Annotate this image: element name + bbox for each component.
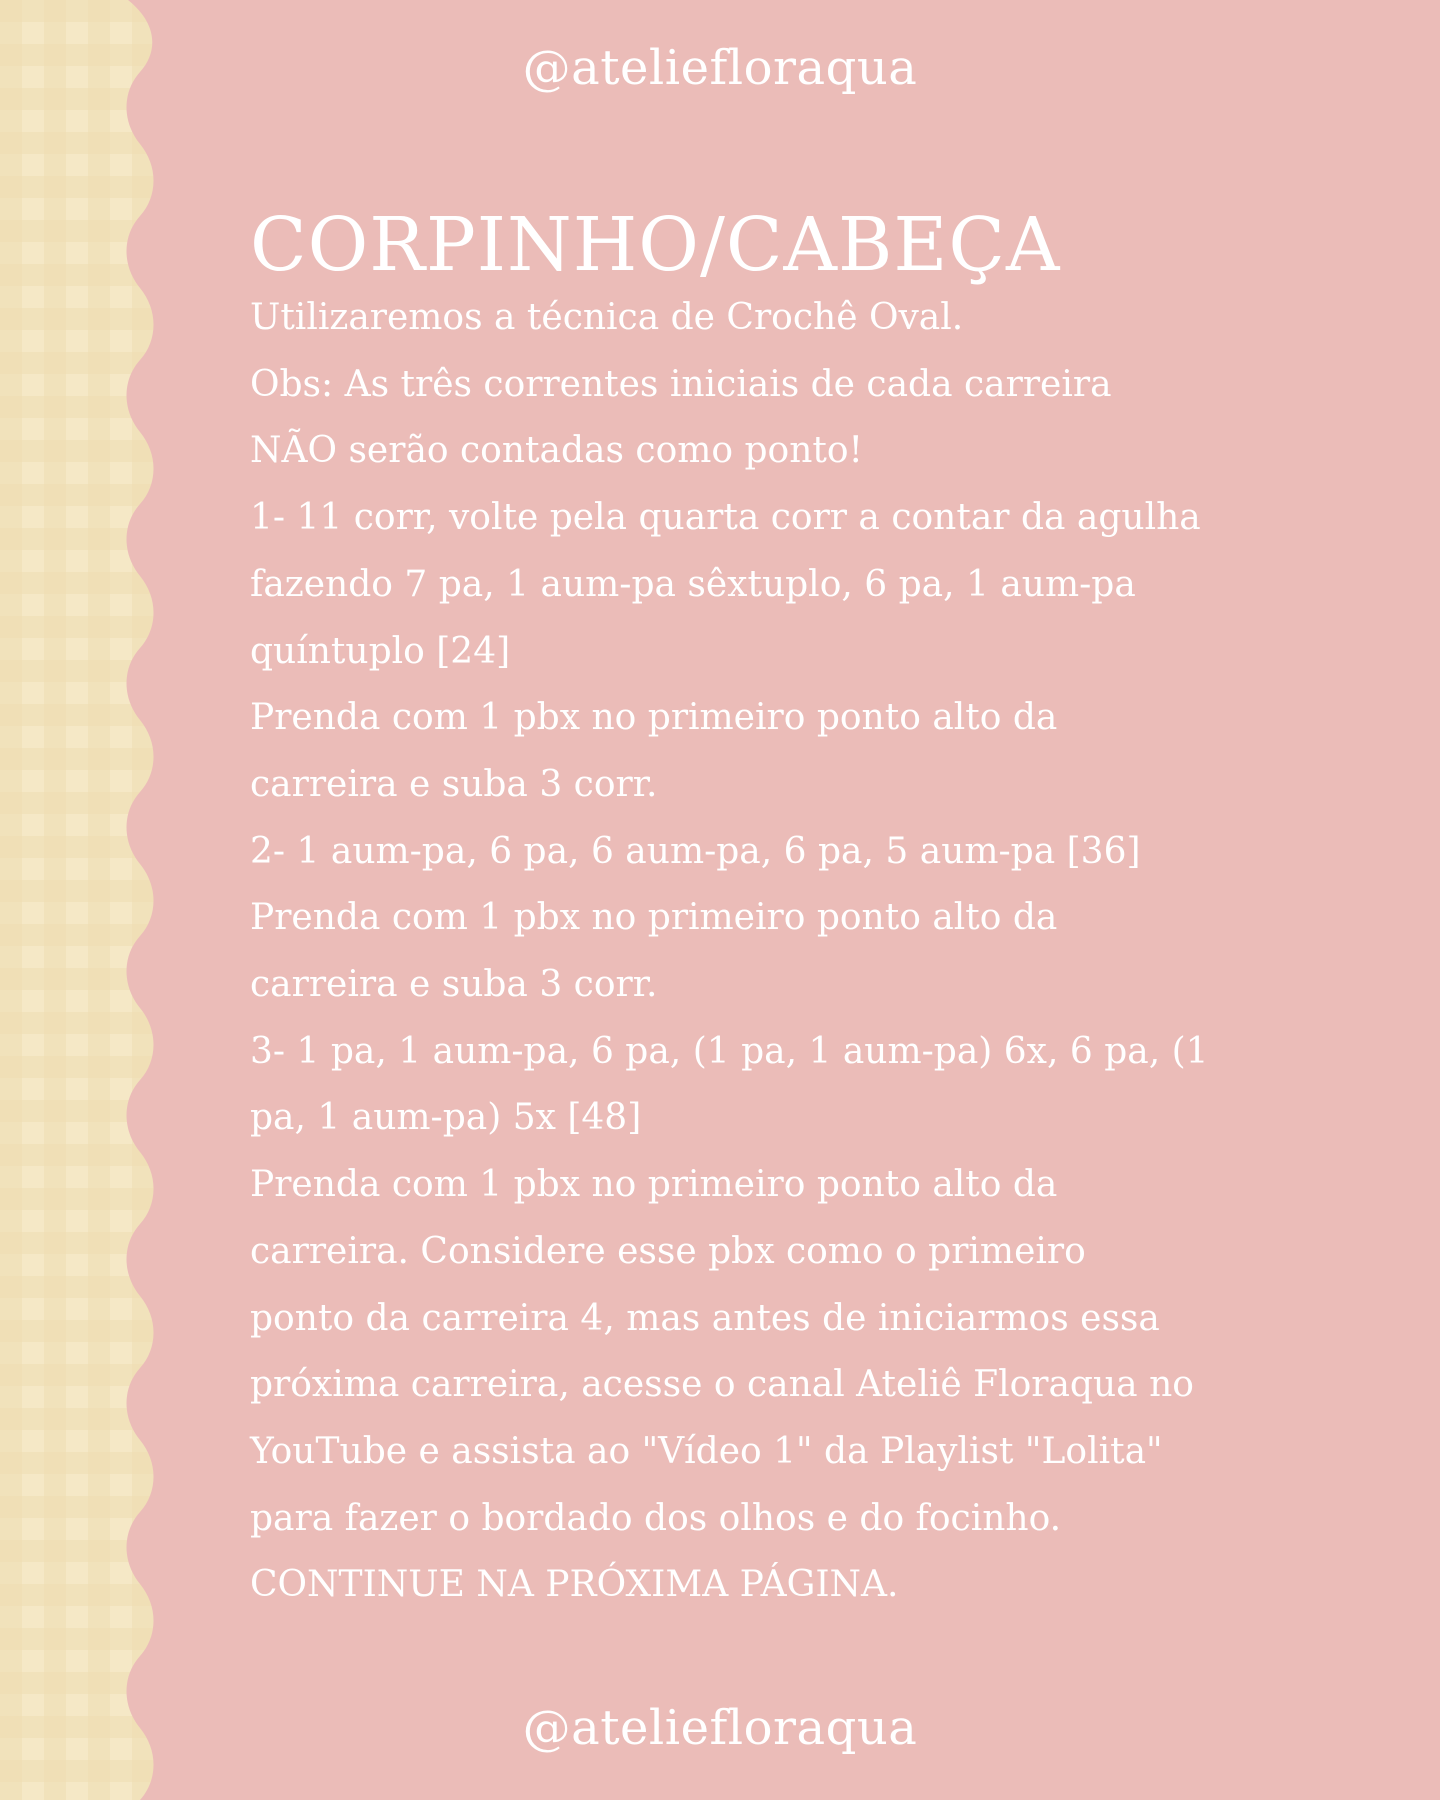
instruction-line: ponto da carreira 4, mas antes de iniciarmos essa [250,1297,1160,1339]
header-handle: @ateliefloraqua [522,40,918,96]
instruction-line: Prenda com 1 pbx no primeiro ponto alto da [250,1164,1058,1206]
instruction-line: Utilizaremos a técnica de Crochê Oval. [250,297,964,338]
gingham-border [0,0,170,1800]
instruction-line: quíntuplo [24] [250,630,511,672]
instruction-line: 2- 1 aum-pa, 6 pa, 6 aum-pa, 6 pa, 5 aum-pa [36] [250,830,1141,872]
instruction-line: YouTube e assista ao "Vídeo 1" da Playlist "Lolita" [250,1430,1163,1472]
instruction-line: Prenda com 1 pbx no primeiro ponto alto da [250,697,1058,739]
instruction-line: Obs: As três correntes iniciais de cada carreira [250,363,1112,405]
page-title: CORPINHO/CABEÇA [250,201,1061,288]
instruction-line: carreira. Considere esse pbx como o primeiro [250,1230,1086,1272]
instruction-line: 3- 1 pa, 1 aum-pa, 6 pa, (1 pa, 1 aum-pa) 6x, 6 pa, (1 [250,1030,1209,1072]
instruction-line: carreira e suba 3 corr. [250,763,658,805]
instruction-line: Prenda com 1 pbx no primeiro ponto alto da [250,897,1058,939]
instruction-line: para fazer o bordado dos olhos e do focinho. [250,1497,1062,1539]
instruction-line: 1- 11 corr, volte pela quarta corr a contar da agulha [250,497,1201,539]
instruction-line: pa, 1 aum-pa) 5x [48] [250,1097,642,1139]
instruction-line: CONTINUE NA PRÓXIMA PÁGINA. [250,1564,899,1606]
pattern-instructions [250,285,1370,1619]
instruction-line: fazendo 7 pa, 1 aum-pa sêxtuplo, 6 pa, 1 aum-pa [250,563,1136,605]
instruction-line: carreira e suba 3 corr. [250,964,658,1006]
footer-handle: @ateliefloraqua [522,1700,918,1756]
instruction-line: NÃO serão contadas como ponto! [250,430,864,472]
instruction-line: próxima carreira, acesse o canal Ateliê Floraqua no [250,1364,1194,1406]
